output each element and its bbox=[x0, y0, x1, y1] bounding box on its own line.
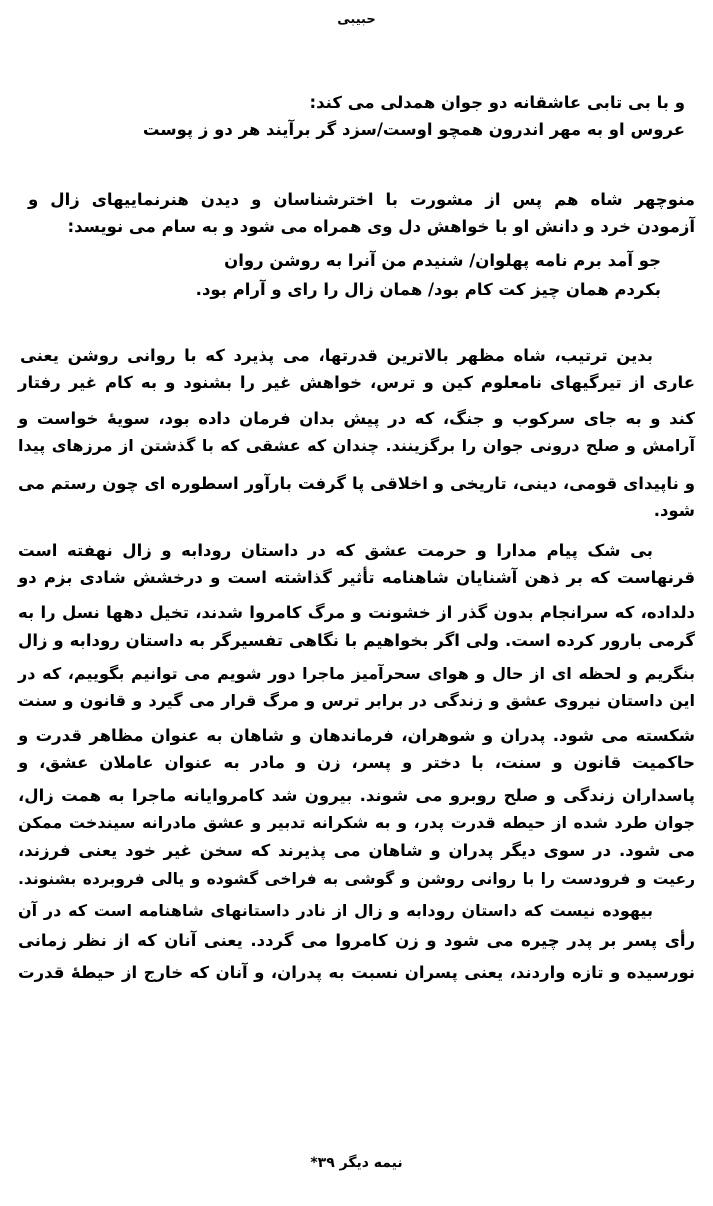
text-line: بدین ترتیب، شاه مظهر بالاترین قدرتها، می پذیرد که با روانی روشن یعنی bbox=[20, 346, 653, 365]
text-line: جوان طرد شده از حیطه قدرت پدر، و به شکرانه تدبیر و عشق مادرانه سیندخت ممکن bbox=[18, 813, 695, 832]
text-line: رعیت و فرودست را با روانی روشن و گوشی به فراخی گشوده و یالی فروبرده بشنوند. bbox=[18, 870, 695, 888]
verse-line: عروس او به مهر اندرون همچو اوست/سزد گر برآیند هر دو ز پوست bbox=[142, 120, 685, 139]
text-line: منوچهر شاه هم پس از مشورت با اختر‌شناسان و دیدن هنرنماییهای زال و bbox=[28, 190, 695, 209]
text-line: و با بی تابی عاشقانه دو جوان همدلی می کند: bbox=[309, 93, 685, 112]
text-line: بی شک پیام مدارا و حرمت عشق که در داستان رودابه و زال نهفته است bbox=[18, 541, 653, 560]
text-line: نورسیده و تازه واردند، یعنی پسران نسبت به پدران، و آنان که خارج از حیطهٔ قدرت bbox=[18, 963, 695, 982]
text-line: عاری از تیرگیهای نامعلوم کین و ترس، خواهش غیر را بشنود و به کام غیر رفتار bbox=[18, 373, 695, 392]
text-line: رأی پسر بر پدر چیره می شود و زن کامروا می گردد. یعنی آنان که از نظر زمانی bbox=[18, 931, 695, 950]
text-line: آزمودن خرد و دانش او با خواهش دل وی همراه می شود و به سام می نویسد: bbox=[67, 217, 695, 236]
running-header: حبیبی bbox=[337, 12, 376, 27]
text-line: شود. bbox=[653, 501, 695, 520]
text-line: شکسته می شود. پدران و شوهران، فرماندهان و شاهان به عنوان مظاهر قدرت و bbox=[18, 726, 695, 745]
text-line: بنگریم و لحظه ای از حال و هوای سحرآمیز ماجرا دور شویم می توانیم بگوییم، که در bbox=[18, 664, 695, 683]
text-line: قرنهاست که بر ذهن آشنایان شاهنامه تأثیر گذاشته است و درخشش شادی بزم دو bbox=[18, 568, 695, 587]
page-footer: نیمه دیگر ۳۹* bbox=[310, 1155, 403, 1171]
verse-line: جو آمد برم نامه پهلوان/ شنیدم من آنرا به روشن روان bbox=[224, 251, 661, 270]
verse-line: بکردم همان چیز کت کام بود/ همان زال را رای و آرام بود. bbox=[195, 280, 661, 299]
text-line: دلداده، که سرانجام بدون گذر از خشونت و مرگ کامروا شدند، تخیل دهها نسل را به bbox=[18, 603, 695, 622]
text-line: کند و به جای سرکوب و جنگ، که در پیش بدان فرمان داده بود، سویهٔ خواست و bbox=[18, 409, 695, 428]
text-line: گرمی بارور کرده است. ولی اگر بخواهیم با نگاهی تفسیرگر به داستان رودابه و زال bbox=[18, 631, 695, 650]
text-line: می شود. در سوی دیگر پدران و شاهان می پذیرند که سخن غیر خود یعنی فرزند، bbox=[18, 841, 695, 860]
text-line: این داستان نیروی عشق و زندگی در برابر ترس و مرگ قرار می گیرد و قانون و سنت bbox=[18, 691, 695, 710]
text-line: پاسداران زندگی و صلح روبرو می شوند. بیرون شد کامروایانه ماجرا به همت زال، bbox=[18, 786, 695, 805]
text-line: بیهوده نیست که داستان رودابه و زال از نادر داستانهای شاهنامه است که در آن bbox=[18, 901, 653, 920]
text-line: آرامش و صلح درونی جوان را برگزینند. چندان که عشقی که با گذشتن از مرزهای پیدا bbox=[18, 436, 695, 455]
text-line: و ناپیدای قومی، دینی، تاریخی و اخلاقی پا گرفت بارآور اسطوره ای چون رستم می bbox=[18, 474, 695, 493]
text-line: حاکمیت قانون و سنت، با دختر و پسر، زن و مادر به عنوان عاملان عشق، و bbox=[18, 753, 695, 772]
